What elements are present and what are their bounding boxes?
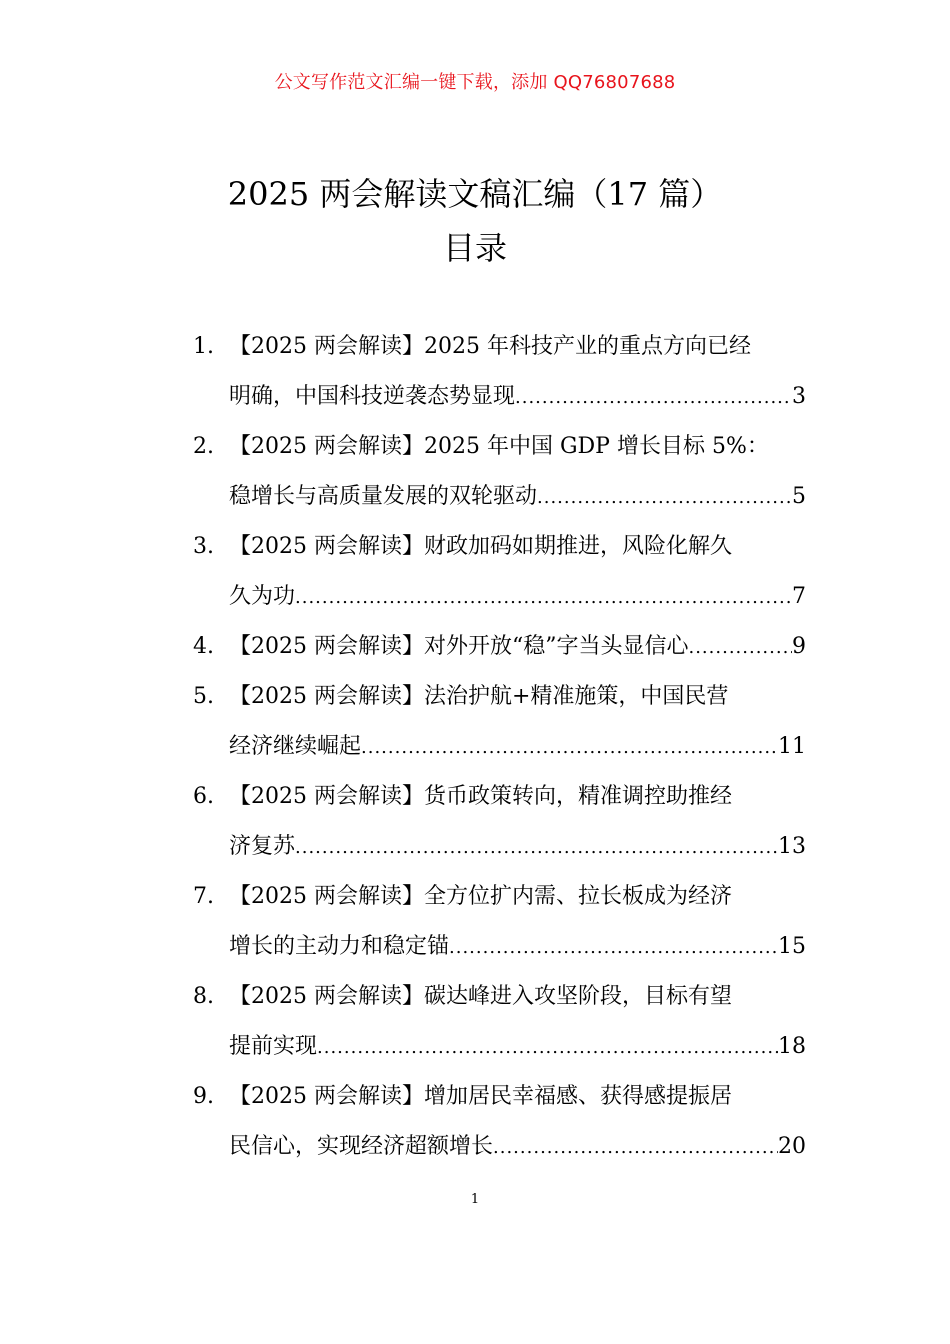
toc-entry-page: 9 — [792, 634, 806, 659]
page-number: 1 — [470, 1192, 480, 1207]
toc-leader-dots — [295, 823, 778, 872]
toc-entry-page: 5 — [792, 484, 806, 509]
toc-entry-2[interactable] — [193, 422, 806, 522]
toc-leader-dots — [688, 623, 792, 672]
toc-leader-dots — [317, 1023, 778, 1072]
toc-entry-title: 【2025 两会解读】2025 年科技产业的重点方向已经 — [229, 334, 751, 359]
toc-entry-title: 【2025 两会解读】法治护航+精准施策，中国民营 — [229, 684, 729, 709]
toc-entry-7[interactable] — [193, 872, 806, 972]
toc-heading: 目录 — [442, 229, 507, 267]
toc-entry-4[interactable] — [193, 622, 806, 672]
toc-entry-title: 【2025 两会解读】碳达峰进入攻坚阶段，目标有望 — [229, 984, 732, 1009]
table-of-contents — [193, 322, 806, 1172]
toc-entry-title-cont: 济复苏 — [229, 834, 296, 859]
toc-leader-dots — [295, 573, 792, 622]
toc-entry-page: 7 — [792, 584, 806, 609]
toc-entry-number: 2. — [193, 434, 214, 459]
toc-entry-number: 9. — [193, 1084, 214, 1109]
toc-entry-5[interactable] — [193, 672, 806, 772]
toc-entry-title: 【2025 两会解读】增加居民幸福感、获得感提振居 — [229, 1084, 732, 1109]
toc-entry-title-cont: 提前实现 — [229, 1034, 318, 1059]
toc-entry-page: 18 — [778, 1034, 806, 1059]
toc-entry-title-cont: 明确，中国科技逆袭态势显现 — [229, 384, 516, 409]
toc-entry-number: 4. — [193, 634, 214, 659]
document-title: 2025 两会解读文稿汇编（17 篇） — [227, 175, 723, 213]
toc-entry-number: 5. — [193, 684, 214, 709]
toc-entry-title: 【2025 两会解读】财政加码如期推进，风险化解久 — [229, 534, 732, 559]
toc-entry-title-cont: 经济继续崛起 — [229, 734, 362, 759]
toc-entry-title-cont: 民信心，实现经济超额增长 — [229, 1134, 494, 1159]
toc-entry-1[interactable] — [193, 322, 806, 422]
toc-leader-dots — [493, 1123, 778, 1172]
toc-entry-number: 7. — [193, 884, 214, 909]
toc-leader-dots — [361, 723, 778, 772]
toc-entry-title-cont: 稳增长与高质量发展的双轮驱动 — [229, 484, 538, 509]
toc-leader-dots — [537, 473, 792, 522]
toc-leader-dots — [449, 923, 778, 972]
toc-entry-number: 8. — [193, 984, 214, 1009]
toc-entry-3[interactable] — [193, 522, 806, 622]
toc-entry-page: 11 — [778, 734, 806, 759]
toc-entry-title-cont: 增长的主动力和稳定锚 — [229, 934, 450, 959]
toc-entry-title: 【2025 两会解读】货币政策转向，精准调控助推经 — [229, 784, 732, 809]
toc-entry-number: 6. — [193, 784, 214, 809]
toc-entry-title: 【2025 两会解读】对外开放“稳”字当头显信心 — [229, 634, 689, 659]
header-note: 公文写作范文汇编一键下载，添加 QQ76807688 — [274, 72, 676, 93]
toc-entry-page: 20 — [778, 1134, 806, 1159]
toc-entry-page: 15 — [778, 934, 806, 959]
toc-entry-title: 【2025 两会解读】2025 年中国 GDP 增长目标 5%： — [229, 434, 769, 459]
toc-entry-title: 【2025 两会解读】全方位扩内需、拉长板成为经济 — [229, 884, 732, 909]
toc-entry-8[interactable] — [193, 972, 806, 1072]
toc-entry-page: 3 — [792, 384, 806, 409]
toc-entry-title-cont: 久为功 — [229, 584, 296, 609]
toc-entry-page: 13 — [778, 834, 806, 859]
toc-entry-6[interactable] — [193, 772, 806, 872]
toc-entry-9[interactable] — [193, 1072, 806, 1172]
toc-leader-dots — [515, 373, 792, 422]
toc-entry-number: 3. — [193, 534, 214, 559]
toc-entry-number: 1. — [193, 334, 214, 359]
